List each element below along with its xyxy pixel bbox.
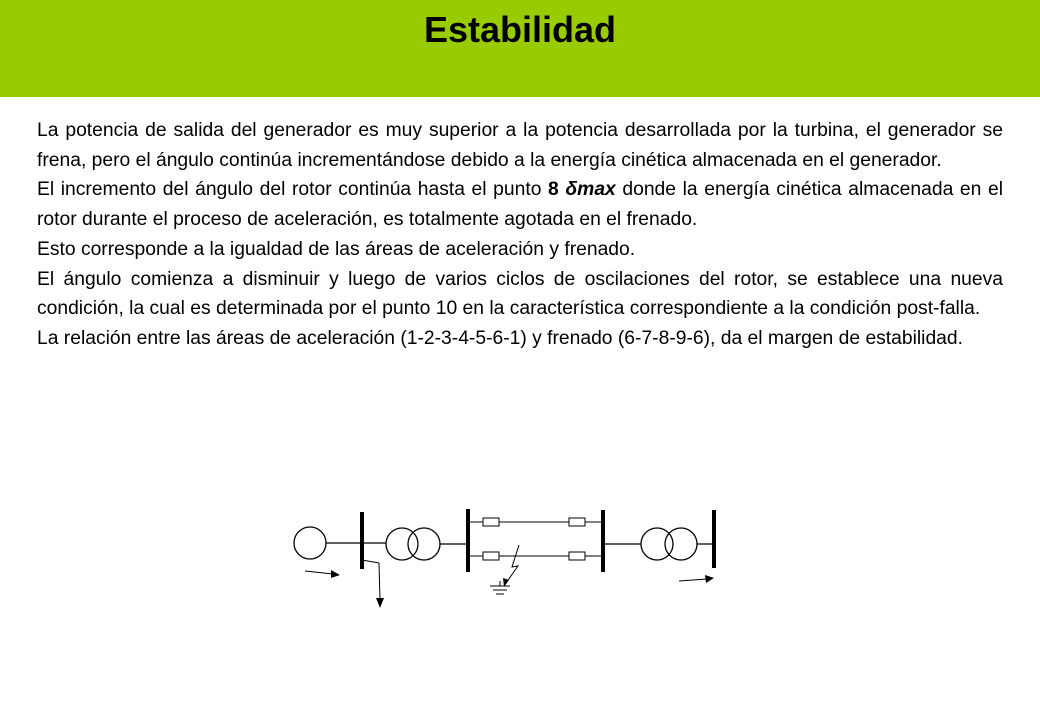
point-number: 8 bbox=[548, 179, 559, 201]
generator-icon bbox=[294, 527, 326, 559]
delta-max-symbol: δmax bbox=[565, 179, 616, 201]
breaker-icon bbox=[569, 518, 585, 526]
transmission-line-2 bbox=[470, 552, 603, 560]
paragraph-3: Esto corresponde a la igualdad de las áreas de aceleración y frenado. bbox=[37, 238, 636, 260]
power-flow-arrow-icon bbox=[305, 570, 340, 578]
ground-icon bbox=[490, 581, 510, 594]
transformer-icon bbox=[641, 528, 697, 560]
slide-title: Estabilidad bbox=[423, 9, 617, 50]
power-flow-arrow-icon bbox=[679, 575, 714, 583]
load-arrow-icon bbox=[362, 560, 384, 608]
paragraph-2-end: donde la energía cinética almacenada en el rotor durante el proceso de aceleración, es totalmente agotada en el frenado. bbox=[37, 179, 1003, 231]
fault-icon bbox=[503, 545, 519, 587]
paragraph-5: La relación entre las áreas de aceleración (1-2-3-4-5-6-1) y frenado (6-7-8-9-6), da el margen de estabilidad. bbox=[37, 327, 963, 349]
body-text bbox=[37, 116, 1003, 354]
breaker-icon bbox=[483, 518, 499, 526]
paragraph-1: La potencia de salida del generador es muy superior a la potencia desarrollada por la turbina, el generador se frena, pero el ángulo continúa incrementándose debido a la energía cinética almacenada en el generador. bbox=[37, 120, 1003, 171]
transformer-icon bbox=[386, 528, 440, 560]
breaker-icon bbox=[483, 552, 499, 560]
paragraph-2-start: El incremento del ángulo del rotor continúa hasta el punto bbox=[37, 179, 549, 201]
transmission-line-1 bbox=[470, 518, 603, 526]
breaker-icon bbox=[569, 552, 585, 560]
paragraph-4: El ángulo comienza a disminuir y luego de varios ciclos de oscilaciones del rotor, se establece una nueva condición, la cual es determinada por el punto 10 en la característica correspondiente a la condición post-falla. bbox=[37, 268, 1003, 320]
paragraph-2 bbox=[37, 175, 1003, 234]
